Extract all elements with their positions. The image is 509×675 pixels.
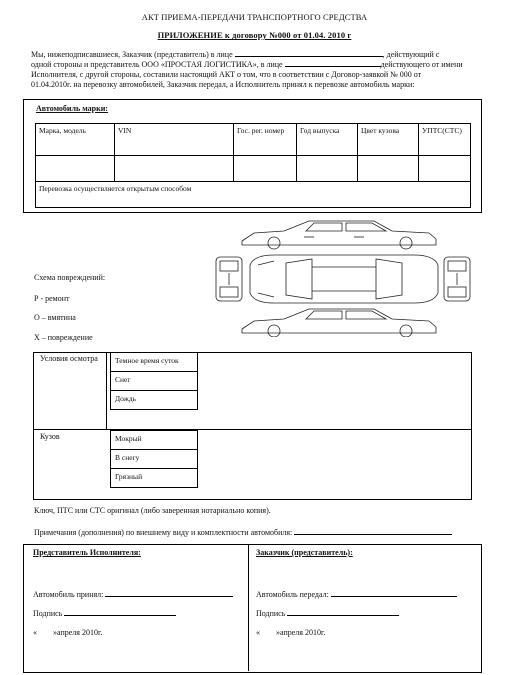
- customer-name-field[interactable]: [235, 56, 383, 57]
- executor-sign-field[interactable]: [64, 615, 176, 616]
- vehicle-table: [35, 123, 471, 208]
- executor-heading: Представитель Исполнителя:: [33, 548, 141, 557]
- col-year: Год выпуска: [297, 124, 358, 156]
- cell-make-model[interactable]: [36, 156, 115, 182]
- signatures-divider: [248, 544, 249, 671]
- intro-line-3: Исполнителя, с другой стороны, составили настоящий АКТ о том, что в соответствии с Договор-заявкой № 000 от: [31, 70, 422, 79]
- customer-handed-label: Автомобиль передал:: [256, 590, 329, 599]
- body-snow[interactable]: В снегу: [110, 449, 198, 469]
- executor-sign-label: Подпись: [33, 609, 63, 618]
- keys-note: Ключ, ПТС или СТС оригинал (либо заверенная нотариально копия).: [34, 506, 271, 515]
- condition-dark-time[interactable]: Темное время суток: [110, 352, 198, 372]
- customer-handed-field[interactable]: [331, 596, 457, 597]
- intro-line-1-text: Мы, нижеподписавшиеся, Заказчик (представитель) в лице: [31, 50, 233, 59]
- transport-note: Перевозка осуществляется открытым способом: [36, 182, 471, 208]
- document-subtitle: ПРИЛОЖЕНИЕ к договору №000 от 01.04. 2010 г: [157, 30, 352, 40]
- customer-signature: [256, 609, 399, 619]
- customer-date: [256, 628, 325, 638]
- customer-sign-label: Подпись: [256, 609, 286, 618]
- vehicle-table-header: [36, 124, 471, 156]
- executor-received: [33, 590, 233, 600]
- inspection-divider: [33, 429, 471, 430]
- executor-date-open: «: [33, 628, 37, 637]
- executor-signature: [33, 609, 176, 619]
- inspection-box: [33, 352, 472, 500]
- intro-line-1-end: , действующий с: [382, 50, 440, 59]
- intro-line-4: 01.04.2010г. на перевозку автомобилей, Заказчик передал, а Исполнитель принял к перевозке автомобиль марки:: [31, 80, 415, 89]
- cell-upts[interactable]: [419, 156, 471, 182]
- remarks-label: [34, 528, 452, 538]
- document-title: АКТ ПРИЕМА-ПЕРЕДАЧИ ТРАНСПОРТНОГО СРЕДСТВА: [141, 12, 368, 22]
- executor-date-suffix: »апреля 2010г.: [53, 628, 103, 637]
- cell-year[interactable]: [297, 156, 358, 182]
- condition-rain[interactable]: Дождь: [110, 390, 198, 410]
- condition-snow[interactable]: Снег: [110, 371, 198, 391]
- body-wet[interactable]: Мокрый: [110, 430, 198, 450]
- intro-line-2-text: одной стороны и представитель ООО «ПРОСТАЯ ЛОГИСТИКА», в лице: [31, 60, 283, 69]
- cell-reg-number[interactable]: [234, 156, 297, 182]
- damage-legend-title: Схема повреждений:: [34, 273, 106, 282]
- remarks-text: Примечания (дополнения) по внешнему виду и комплектности автомобиля:: [34, 528, 293, 537]
- contractor-name-field[interactable]: [285, 66, 381, 67]
- executor-received-label: Автомобиль принял:: [33, 590, 104, 599]
- executor-date: [33, 628, 102, 638]
- executor-received-field[interactable]: [105, 596, 233, 597]
- intro-line-2-end: действующего от имени: [380, 60, 463, 69]
- car-side-view-bottom: [242, 309, 436, 337]
- col-vin: VIN: [115, 124, 234, 156]
- customer-date-open: «: [256, 628, 260, 637]
- intro-line-1: [31, 50, 439, 60]
- col-body-color: Цвет кузова: [358, 124, 419, 156]
- cell-vin[interactable]: [115, 156, 234, 182]
- customer-handed: [256, 590, 457, 600]
- customer-date-suffix: »апреля 2010г.: [276, 628, 326, 637]
- legend-damage: Х – повреждение: [34, 333, 93, 342]
- col-reg-number: Гос. рег. номер: [234, 124, 297, 156]
- car-top-view: [250, 255, 438, 303]
- inspection-vertical-line: [106, 352, 107, 430]
- vehicle-table-row: [36, 156, 471, 182]
- customer-sign-field[interactable]: [287, 615, 399, 616]
- car-rear-view: [444, 257, 470, 301]
- car-front-view: [216, 257, 242, 301]
- intro-line-2: [31, 60, 463, 70]
- body-label: Кузов: [40, 432, 60, 441]
- cell-body-color[interactable]: [358, 156, 419, 182]
- transport-note-row: [36, 182, 471, 208]
- legend-dent: О – вмятина: [34, 313, 76, 322]
- legend-repair: Р - ремонт: [34, 294, 70, 303]
- remarks-field[interactable]: [294, 534, 452, 535]
- col-upts: УПТС(СТС): [419, 124, 471, 156]
- car-side-view-top: [242, 221, 436, 249]
- vehicle-section-label: Автомобиль марки:: [36, 104, 108, 113]
- body-dirty[interactable]: Грязный: [110, 468, 198, 488]
- customer-heading: Заказчик (представитель):: [256, 548, 353, 557]
- conditions-label: Условия осмотра: [40, 354, 98, 363]
- car-damage-diagram: [214, 217, 474, 337]
- col-make-model: Марка, модель: [36, 124, 115, 156]
